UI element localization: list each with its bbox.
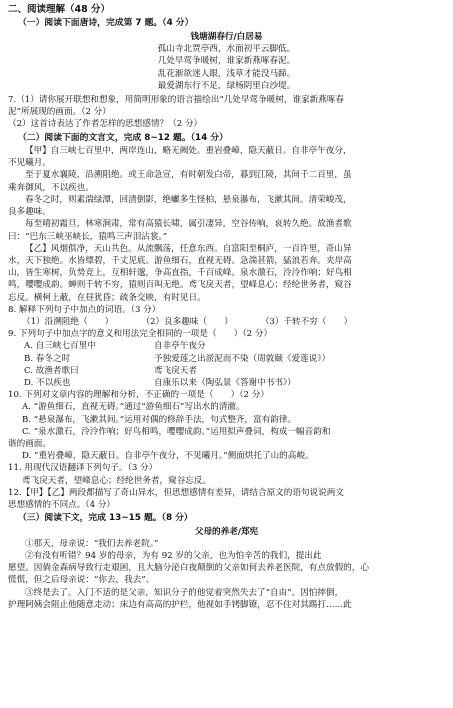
passage-line: 至于夏水襄陵，沿溯阻绝。或王命急宣，有时朝发白帝，暮到江陵，其间千二百里，虽 [25,170,352,181]
option-right: 自非亭午夜分 [154,341,206,352]
option-b[interactable] [8,353,445,365]
option-line[interactable]: B. “悬泉瀑布，飞漱其间。”运用对偶的修辞手法，句式整齐，富有韵律。 [22,414,297,425]
article-title: 父母的养老/郑宪 [194,526,259,537]
poem-line: 乱花渐欲迷人眼，浅草才能没马蹄。 [157,68,296,79]
poem [8,31,445,92]
passage-line: 春冬之时，则素湍绿潭，回清倒影，绝巘多生怪柏，悬泉瀑布，飞漱其间。清荣峻茂， [25,194,352,205]
modern-article [8,526,445,611]
passage-line: 曰：“巴东三峡巫峡长，猿鸣三声泪沾裳。” [8,231,168,242]
option-left: B. 春冬之时 [24,353,71,364]
option-line[interactable]: A. “游鱼细石，直视无碍。”通过“游鱼细石”写出水的清澈。 [22,402,245,413]
question-stem: 10. 下列对文章内容的理解和分析，不正确的一项是（ ）（2 分） [8,390,269,401]
blank-item[interactable]: （1）沿溯阻绝（ ） [22,316,114,327]
part1-title: （一）阅读下面唐诗，完成第 7 题。（4 分） [18,18,194,29]
question-stem: 8. 解释下列句子中加点的词语。（3 分） [8,304,161,315]
question-7 [8,94,445,131]
question-line: （2）这首诗表达了作者怎样的思想感情？（2 分） [8,119,203,130]
question-line: 泥”所展现的画面。（2 分） [8,107,111,118]
option-right: 鸢飞戾天者 [154,365,197,376]
option-line[interactable]: D. “重岩叠嶂，隐天蔽日。自非亭午夜分，不见曦月。”侧面烘托了山的高峻。 [22,451,314,462]
part2-title: （二）阅读下面的文言文，完成 8~12 题。（14 分） [18,132,228,143]
passage-line: 鸣，嘤嘤成韵。蝉则千转不穷，猿则百叫无绝。鸢飞戾天者，望峰息心；经纶世务者，窥谷 [8,280,352,291]
blank-item[interactable]: （2）良多趣味（ ） [141,316,233,327]
option-right: 自康乐以来（陶弘景《答谢中书书》） [154,377,296,388]
option-d[interactable] [8,377,445,389]
passage-line: 【乙】风烟俱净，天山共色。从流飘荡，任意东西。自富阳至桐庐，一百许里，奇山异 [25,243,352,254]
article-line: 护理阿姨会阻止他随意走动；床边有高高的护栏，他视如手铐脚镣，忍不住对其踢打……此 [8,599,352,610]
poem-line: 几处早莺争暖树，谁家新燕啄春泥。 [157,56,296,67]
option-line-cont: 谐的画面。 [8,438,51,449]
poem-line: 最爱湖东行不足，绿杨阴里白沙堤。 [157,80,296,91]
article-line: ③终是去了。入门不适的是父亲，知识分子的他觉着突然失去了“自由”。因怕摔倒， [25,587,344,598]
option-line[interactable]: C. “泉水激石，泠泠作响；好鸟相鸣，嘤嘤成韵。”运用拟声叠词，构成一幅音韵和 [22,426,331,437]
passage-line: 水，天下独绝。水皆缥碧，千丈见底。游鱼细石，直视无碍。急湍甚箭，猛浪若奔。夹岸高 [8,255,352,266]
passage-line: 山，皆生寒树，负势竞上，互相轩邈，争高直指，千百成峰。泉水激石，泠泠作响；好鸟相 [8,268,352,279]
question-10 [8,389,445,462]
option-c[interactable] [8,365,445,377]
question-stem: 9. 下列句子中加点字的意义和用法完全相同的一项是（ ）（2 分） [8,329,273,340]
poem-line: 孤山寺北贾亭西，水面初平云脚低。 [157,44,296,55]
question-11 [8,462,445,486]
option-left: C. 故渔者歌曰 [24,365,79,376]
question-stem: 11. 用现代汉语翻译下列句子。（3 分） [8,463,158,474]
question-line: 7.（1）请你展开联想和想象，用简明形象的语言描绘出“几处早莺争暖树，谁家新燕啄春 [8,94,345,105]
question-line: 思想感情的不同点。（4 分） [8,499,116,510]
section-title: 二、阅读理解（48 分） [8,4,111,15]
passage-line: 每至晴初霜旦，林寒涧肃，常有高猿长啸，属引凄异，空谷传响，哀转久绝。故渔者歌 [25,219,352,230]
classical-passage [8,145,445,304]
translate-sentence: 鸢飞戾天者，望峰息心；经纶世务者，窥谷忘反。 [22,475,212,486]
option-a[interactable] [8,340,445,352]
passage-line: 乘奔御风，不以疾也。 [8,182,94,193]
passage-line: 不见曦月。 [8,158,51,169]
passage-line: 【甲】自三峡七百里中，两岸连山，略无阙处。重岩叠嶂，隐天蔽日。自非亭午夜分， [25,146,352,157]
question-8 [8,304,445,328]
question-9 [8,328,445,389]
article-line: 愿望。因倘金森病导致行走艰困，且大脑分泌白夜颠倒的父亲如何去养老医院，有点放假的，心 [8,563,369,574]
article-line: ②有没有听错？94 岁的母亲，为有 92 岁的父亲，也为怕辛苦的我们，提出此 [25,551,322,562]
passage-line: 忘反。横柯上蔽，在昼犹昏；疏条交映，有时见日。 [8,292,206,303]
option-left: A. 自三峡七百里中 [24,341,96,352]
article-line: 慌慌，但之后母亲说：“你去，我去”。 [8,575,155,586]
part3-title: （三）阅读下文，完成 13~15 题。（8 分） [18,513,193,524]
article-line: ①那天，母亲说：“我们去养老院。” [25,538,159,549]
blank-item[interactable]: （3）千转不穷（ ） [260,316,353,327]
blank-row [8,316,445,328]
question-line: 12.【甲】【乙】两段都描写了奇山异水，但思想感情有差异，请结合原文的语句说说两文 [8,487,344,498]
option-left: D. 不以疾也 [24,377,71,388]
option-right: 予独爱莲之出淤泥而不染（周敦颐《爱莲说》） [154,353,331,364]
poem-title: 钱塘湖春行/白居易 [190,31,263,42]
question-12 [8,487,445,511]
passage-line: 良多趣味。 [8,207,51,218]
